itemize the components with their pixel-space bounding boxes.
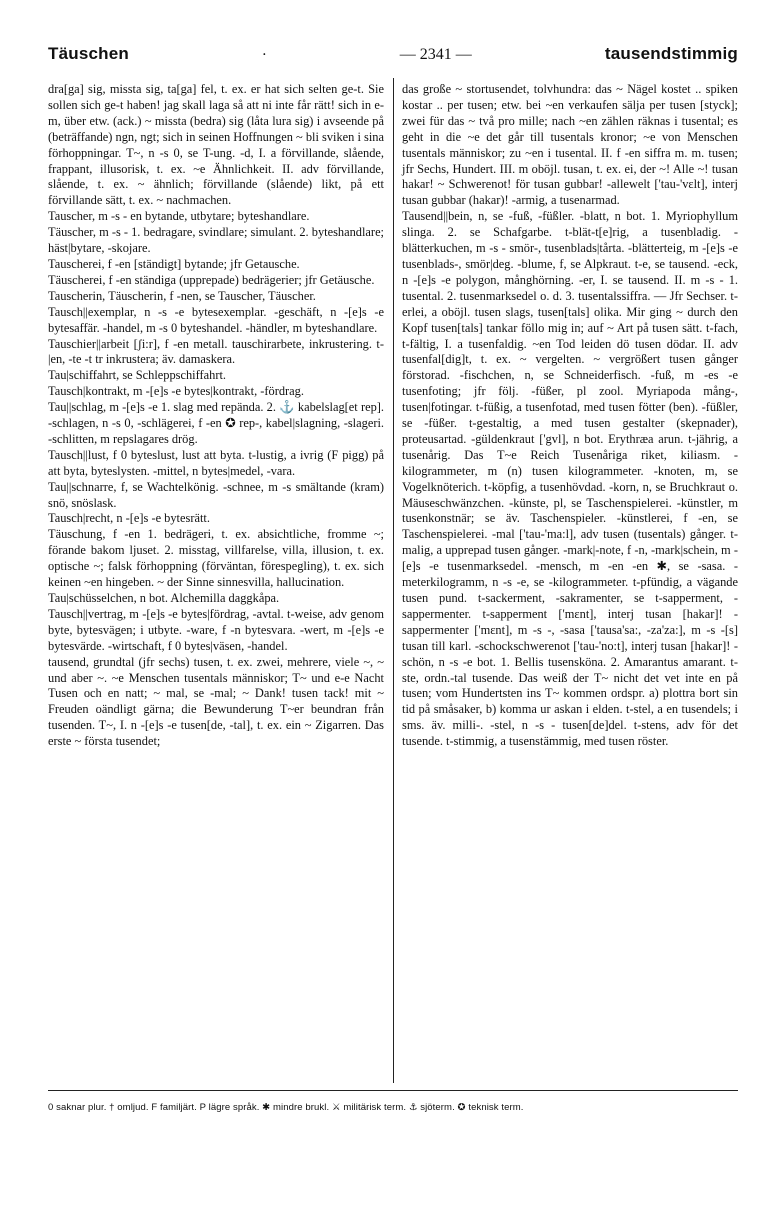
- dictionary-entry: Tauschier||arbeit [ʃi:r], f -en metall. tauschirarbete, inkrustering. t-|en, -te -t tr inkrustera; äv. damaskera.: [48, 336, 384, 367]
- dictionary-entry: Tausch||lust, f 0 byteslust, lust att byta. t-lustig, a ivrig (F pigg) på att byta, byteslysten. -mittel, n bytes|medel, -vara.: [48, 447, 384, 478]
- dictionary-entry: Tausch||exemplar, n -s -e bytesexemplar. -geschäft, n -[e]s -e bytesaffär. -handel, m -s 0 byteshandel. -händler, m byteshandlare.: [48, 304, 384, 335]
- two-column-body: [48, 78, 738, 1083]
- dictionary-entry: Tau|schiffahrt, se Schleppschiffahrt.: [48, 368, 227, 383]
- footer-rule: [48, 1090, 738, 1091]
- right-column: [393, 78, 738, 1083]
- dictionary-entry: Tau||schlag, m -[e]s -e 1. slag med repända. 2. ⚓ kabelslag[et rep]. -schlagen, n -s 0, -schlägerei, f -en ✪ rep-, kabel|slagning, -slageri. -schlitten, m repslagares drög.: [48, 400, 384, 446]
- left-running-headword: Täuschen: [48, 44, 129, 63]
- dictionary-entry: Tauscherei, f -en [ständigt] bytande; jfr Getausche.: [48, 256, 300, 271]
- header-dot: ·: [262, 47, 267, 63]
- dictionary-entry: Tau||schnarre, f, se Wachtelkönig. -schnee, m -s smältande (kram) snö, snöslask.: [48, 479, 384, 510]
- dictionary-entry: dra[ga] sig, missta sig, ta[ga] fel, t. ex. er hat sich selten ge-t. Sie sollen sich ge-t haben! jag skall laga så att ni inte får rätt! sich in e-m, über etw. (ack.) ~ missta (bedra) sig (låta lura sig) i avseende på (beträffande) ngn, ngt; sich in seinen Hoffnungen ~ bli sviken i sina förhoppningar. T~, n -s 0, se T-ung. -d, I. a förvillande, slående, frappant, illusorisk, t. ex. ~e Ähnlichkeit. II. adv förvillande, slående, t. ex. ~ ähnlich; förvillande (slående) likt, på ett förvillande sätt, t. ex. ~ nachmachen.: [48, 82, 384, 208]
- dictionary-entry: Tausch|kontrakt, m -[e]s -e bytes|kontrakt, -fördrag.: [48, 384, 304, 399]
- dictionary-entry: Tauscher, m -s - en bytande, utbytare; byteshandlare.: [48, 209, 310, 224]
- dictionary-entry: Tausend||bein, n, se -fuß, -füßler. -blatt, n bot. 1. Myriophyllum slinga. 2. se Schafgarbe. t-blät-t[e]rig, a tusenbladig. -blätterkuchen, m -s - smör-, tusenblads|tårta. -blätterteig, m -[e]s -e tusenblads-, smör|deg. -blume, f, se Alpkraut. t-e, se tausend. -eck, n -[e]s -e polygon, månghörning. -er, I. se tausend. II. m -s - 1. tusental. 2. tusenmarksedel o. d. 3. tusentalssiffra. — Jfr Sechser. t-erlei, a oböjl. tusen slags, tusen[tals] olika. Mir ging ~ durch den Kopf tusen[tals] tankar föllo mig in; auf ~ Art på tusen sätt. t-fach, t-fältig, I. a tusenfaldig. ~en Tod leiden dö tusen dödar. II. adv tusenfal[dig]t, t. ex. ~ vergelten. ~ vergrößert tusen gånger förstorad. -fischchen, n, se Schneiderfisch. -fuß, m -es -e tusenfoting; jfr följ. -füßer, pl zool. Myriapoda mång-, tusen|fotingar. t-füßig, a tusenfotad, med tusen fötter (ben). -füßler, se -füßer. t-gestaltig, a med tusen gestalter (skepnader), proteusartad. -güldenkraut ['gvl], n bot. Erythræa arun. t-jährig, a tusenårig. Das T~e Reich Tusenåriga riket, kiliasm. -kilogrammeter, m (n) tusen kilogrammeter. -knoten, m, se Vogelknöterich. t-köpfig, a tusenhövdad. -korn, n, se Bruchkraut o. Mäuseschwänzchen. -künste, pl, se Taschenspielerei. -künstler, m tusenkonstnär; se äv. Taschenspieler. -künstlerei, f -en, se Taschenspielerei. -mal ['tau-'ma:l], adv tusen (tusentals) gånger. t-malig, a upprepad tusen gånger. -mark|-note, f -n, -mark|schein, m -[e]s -e tusenmarksedel. -mensch, m -en -en ✱, se -sasa. -meterkilogramm, n -s -e, se -kilogrammeter. t-pfündig, a vägande tusen pund. t-sackerment, -sakramenter, se t-sapperment, -sappermenter. t-sapperment ['mɛnt], interj tusan [hakar]! -sappermenter ['mɛnt], m -s -, -sasa ['tausa'sa:, -za'za:], m -s -[s] tusan till karl. -schockschwerenot ['tau-'no:t], interj tusan [hakar]! -schön, n -s -e bot. 1. Bellis tusensköna. 2. Amarantus amarant. t-ste, ordn.-tal tusende. Das weiß der T~ nicht det vet inte en på tusen; vom Hundertsten ins T~ kommen ordspr. a) plottra bort sin tid på småsaker, b) komma ur askan i elden. t-stel, a en tusendels; i sms. äv. milli-. -stel, n -s - tusen[de]del. t-stens, adv för det tusende. t-stimmig, a tusenstämmig, med tusen röster.: [402, 209, 738, 749]
- dictionary-entry: Tau|schüsselchen, n bot. Alchemilla daggkåpa.: [48, 591, 280, 605]
- dictionary-entry: Täuscherei, f -en ständiga (upprepade) bedrägerier; jfr Getäusche.: [48, 272, 375, 287]
- left-column: [48, 78, 393, 1083]
- dictionary-entry: Tausch||vertrag, m -[e]s -e bytes|fördrag, -avtal. t-weise, adv genom byte, bytesvägen; i utbyte. -ware, f -n bytesvara. -wert, m -[e]s -e bytesvärde. -wirtschaft, f 0 bytes|väsen, -handel.: [48, 606, 384, 653]
- dictionary-entry: tausend, grundtal (jfr sechs) tusen, t. ex. zwei, mehrere, viele ~, ~ und aber ~. ~e Menschen tusentals människor; T~ und e-e Nacht Tusen och en natt; ~ mal, se -mal; ~ Dank! tusen tack! mit ~ Freuden oändligt gärna; die Bewunderung T~er beundran från tusenden. T~, I. n -[e]s -e tusen[de, -tal], t. ex. ein ~ Zigarren. Das erste ~ första tusendet;: [48, 654, 384, 749]
- dictionary-entry: das große ~ stortusendet, tolvhundra: das ~ Nägel kostet .. spiken kostar .. per tusen; etw. bei ~en verkaufen sälja per tusen [styck]; zwei für das ~ två pro mille; nach ~en zählen räknas i tusental; es geht in die ~e det går till tusentals kronor; ~e von Menschen tusentals människor; zu ~en i tusental. II. f -en siffra m. m. tusen; jfr Sechs, Hundert. III. m oböjl. tusan, t. ex. ei, der ~! Alle ~! tusan hakar! ~ Schwerenot! för tusan gubbar! -allewelt ['tau-'vɛlt], interj tusan gubbar (hakar)! -armig, a tusenarmad.: [402, 82, 738, 208]
- dictionary-entry: Tauscherin, Täuscherin, f -nen, se Tauscher, Täuscher.: [48, 288, 316, 303]
- page-header: [48, 44, 738, 74]
- page-number: — 2341 —: [399, 46, 472, 63]
- dictionary-entry: Täuscher, m -s - 1. bedragare, svindlare; simulant. 2. byteshandlare; häst|bytare, -skojare.: [48, 225, 385, 256]
- right-running-headword: tausendstimmig: [604, 44, 738, 63]
- abbreviation-legend: 0 saknar plur. † omljud. F familjärt. P lägre språk. ✱ mindre brukl. ⚔ militärisk term. ⚓ sjöterm. ✪ teknisk term.: [48, 1102, 524, 1113]
- dictionary-entry: Tausch|recht, n -[e]s -e bytesrätt.: [48, 511, 210, 526]
- dictionary-entry: Täuschung, f -en 1. bedrägeri, t. ex. absichtliche, fromme ~; förande bakom ljuset. 2. misstag, villfarelse, villa, illusion, t. ex. optische ~; falsk förhoppning (förväntan, förespegling), t. ex. sich keinen ~en hingeben. ~ der Sinne sinnesvilla, hallucination.: [48, 527, 384, 590]
